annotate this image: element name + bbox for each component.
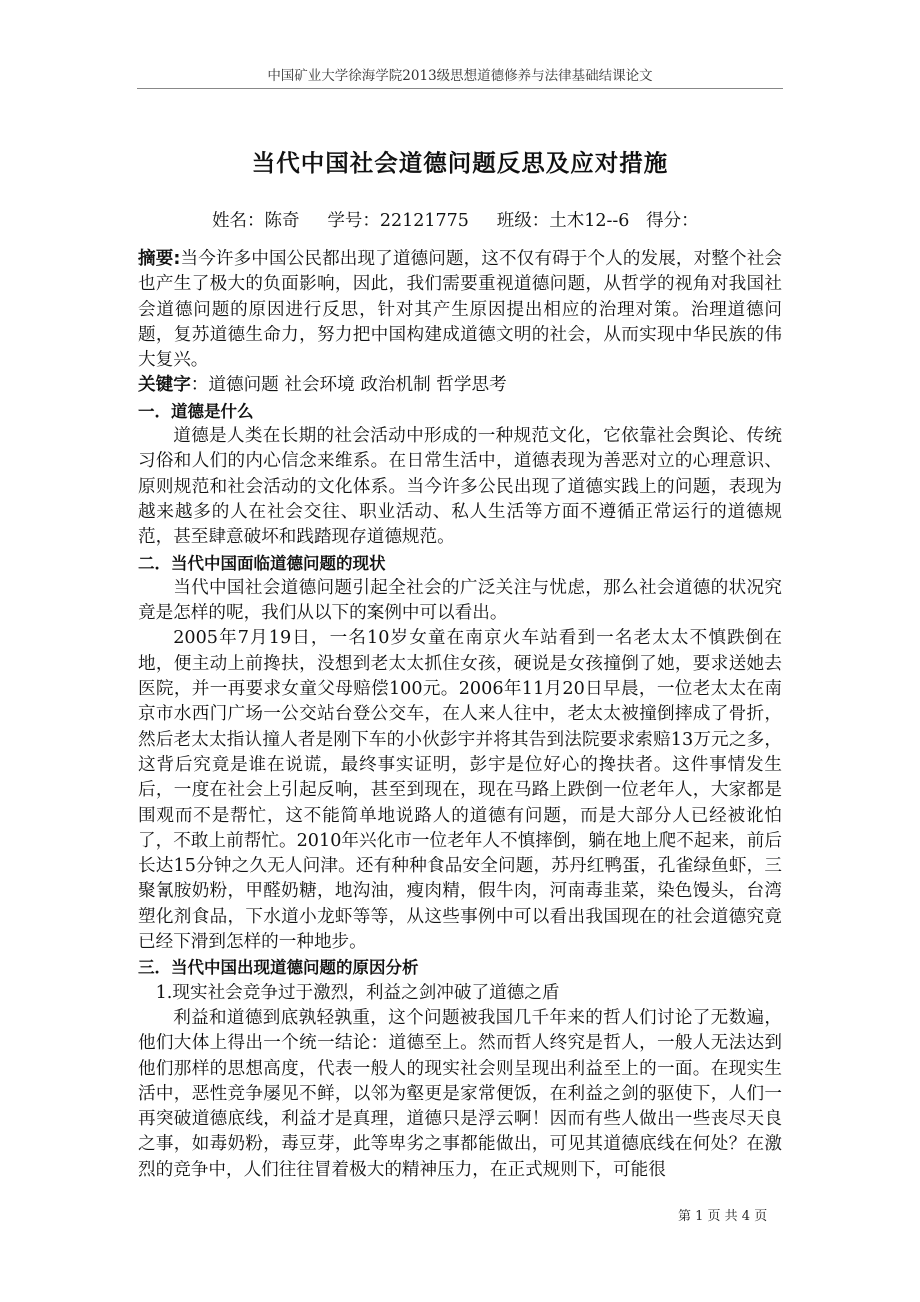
section-3-subheading-1: 1.现实社会竞争过于激烈，利益之剑冲破了道德之盾 — [155, 982, 560, 1003]
abstract — [138, 247, 782, 373]
page-header: 中国矿业大学徐海学院2013级思想道德修养与法律基础结课论文 — [267, 68, 653, 84]
section-1-paragraph: 道德是人类在长期的社会活动中形成的一种规范文化，它依靠社会舆论、传统习俗和人们的内心信念来维系。在日常生活中，道德表现为善恶对立的心理意识、原则规范和社会活动的文化体系。当今许多公民出现了道德实践上的问题，表现为越来越多的人在社会交往、职业活动、私人生活等方面不遵循正常运行的道德规范，甚至肆意破坏和践踏现存道德规范。 — [138, 426, 782, 548]
abstract-label: 摘要: — [138, 249, 181, 269]
section-1-heading: 一．道德是什么 — [138, 401, 254, 421]
section-2-paragraph-1: 当代中国社会道德问题引起全社会的广泛关注与忧虑，那么社会道德的状况究竟是怎样的呢，我们从以下的案例中可以看出。 — [138, 577, 782, 624]
paper-body — [138, 247, 782, 1183]
header-divider — [137, 88, 783, 89]
keywords-label: 关键字 — [138, 375, 191, 396]
keywords — [138, 373, 782, 398]
keywords-text: ：道德问题 社会环境 政治机制 哲学思考 — [190, 375, 507, 396]
abstract-text: 当今许多中国公民都出现了道德问题，这不仅有碍于个人的发展，对整个社会也产生了极大的负面影响，因此，我们需要重视道德问题，从哲学的视角对我国社会道德问题的原因进行反思，针对其产生原因提出相应的治理对策。治理道德问题，复苏道德生命力，努力把中国构建成道德文明的社会，从而实现中华民族的伟大复兴。 — [138, 249, 782, 371]
section-3-heading: 三．当代中国出现道德问题的原因分析 — [138, 958, 419, 978]
author-info-line: 姓名：陈奇 学号：22121775 班级：土木12--6 得分： — [212, 211, 699, 231]
page-number: 第 1 页 共 4 页 — [678, 1209, 768, 1224]
paper-title: 当代中国社会道德问题反思及应对措施 — [251, 149, 669, 177]
section-2-paragraph-2: 2005年7月19日，一名10岁女童在南京火车站看到一名老太太不慎跌倒在地，便主动上前搀扶，没想到老太太抓住女孩，硬说是女孩撞倒了她，要求送她去医院，并一再要求女童父母赔偿100元。2006年11月20日早晨，一位老太太在南京市水西门广场一公交站台登公交车，在人来人往中，老太太被撞倒摔成了骨折，然后老太太指认撞人者是刚下车的小伙彭宇并将其告到法院要求索赔13万元之多，这背后究竟是谁在说谎，最终事实证明，彭宇是位好心的搀扶者。这件事情发生后，一度在社会上引起反响，甚至到现在，现在马路上跌倒一位老年人，大家都是围观而不是帮忙，这不能简单地说路人的道德有问题，而是大部分人已经被讹怕了，不敢上前帮忙。2010年兴化市一位老年人不慎摔倒，躺在地上爬不起来，前后长达15分钟之久无人问津。还有种种食品安全问题，苏丹红鸭蛋，孔雀绿鱼虾，三聚氰胺奶粉，甲醛奶糖，地沟油，瘦肉精，假牛肉，河南毒韭菜，染色馒头，台湾塑化剂食品，下水道小龙虾等等，从这些事例中可以看出我国现在的社会道德究竟已经下滑到怎样的一种地步。 — [138, 628, 782, 953]
section-3-paragraph-1: 利益和道德到底孰轻孰重，这个问题被我国几千年来的哲人们讨论了无数遍，他们大体上得出一个统一结论：道德至上。然而哲人终究是哲人，一般人无法达到他们那样的思想高度，代表一般人的现实社会则呈现出利益至上的一面。在现实生活中，恶性竞争屡见不鲜，以邻为壑更是家常便饭，在利益之剑的驱使下，人们一再突破道德底线，利益才是真理，道德只是浮云啊！因而有些人做出一些丧尽天良之事，如毒奶粉，毒豆芽，此等卑劣之事都能做出，可见其道德底线在何处？在激烈的竞争中，人们往往冒着极大的精神压力，在正式规则下，可能很 — [138, 1007, 782, 1180]
section-2-heading: 二．当代中国面临道德问题的现状 — [138, 553, 386, 573]
